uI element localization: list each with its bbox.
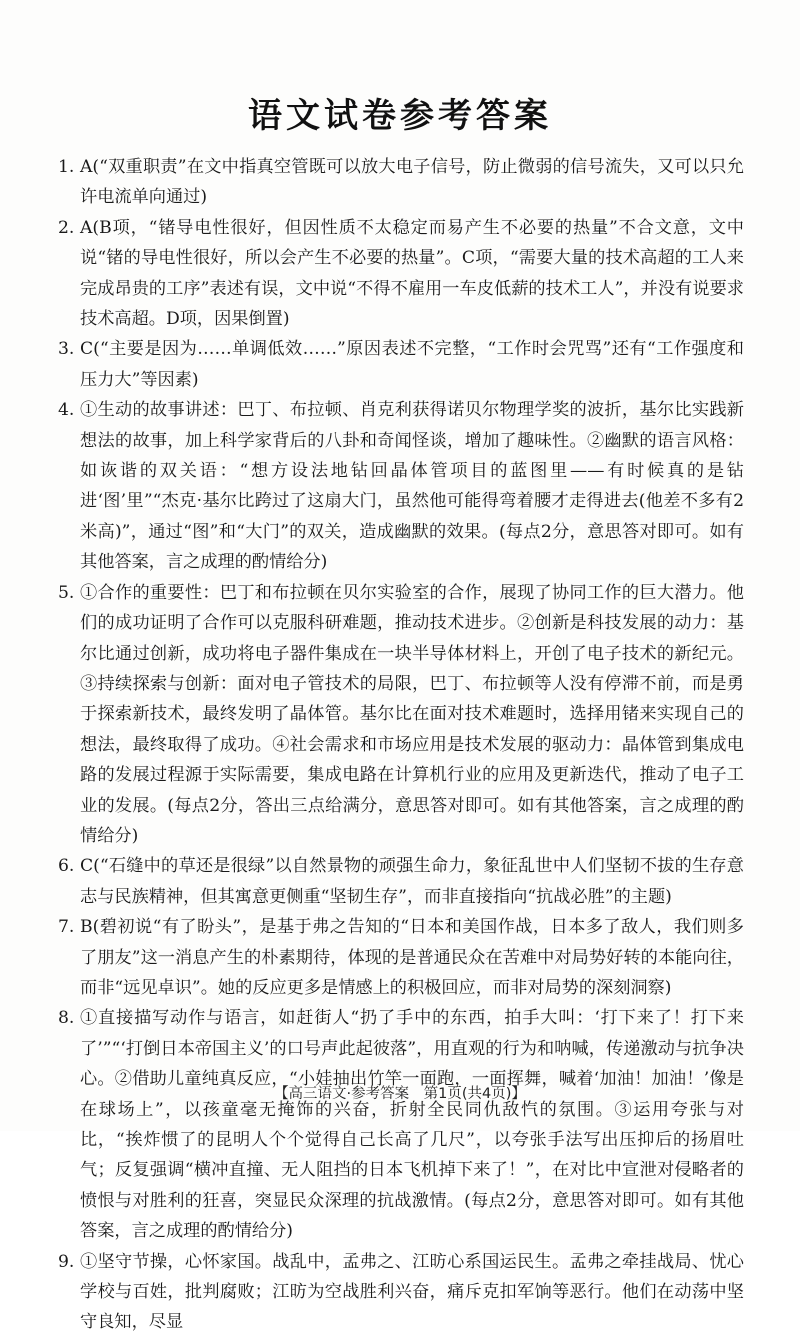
answer-item-8 xyxy=(58,1003,744,1246)
answer-text: ①生动的故事讲述：巴丁、布拉顿、肖克利获得诺贝尔物理学奖的波折，基尔比实践新想法的故事，加上科学家背后的八卦和奇闻怪谈，增加了趣味性。②幽默的语言风格：如诙谐的双关语：“想方设法地钻回晶体管项目的蓝图里——有时候真的是钻进‘图’里”“杰克·基尔比跨过了这扇大门，虽然他可能得弯着腰才走得进去(他差不多有2米高)”，通过“图”和“大门”的双关，造成幽默的效果。(每点2分，意思答对即可。如有其他答案，言之成理的酌情给分) xyxy=(80,400,744,573)
page-footer: 【高三语文·参考答案 第1页(共4页)】 xyxy=(274,1086,526,1102)
answer-item-2 xyxy=(58,213,744,335)
answer-number: 1. xyxy=(58,157,75,177)
answer-text: C(“石缝中的草还是很绿”以自然景物的顽强生命力，象征乱世中人们坚韧不拔的生存意志与民族精神，但其寓意更侧重“坚韧生存”，而非直接指向“抗战必胜”的主题) xyxy=(80,856,744,907)
answer-item-3 xyxy=(58,334,744,395)
answer-text: A(B项，“锗导电性很好，但因性质不太稳定而易产生不必要的热量”不合文意，文中说“锗的导电性很好，所以会产生不必要的热量”。C项，“需要大量的技术高超的工人来完成昂贵的工序”表述有误，文中说“不得不雇用一车皮低薪的技术工人”，并没有说要求技术高超。D项，因果倒置) xyxy=(80,217,744,330)
answer-number: 3. xyxy=(58,339,75,360)
answer-number: 9. xyxy=(58,1251,75,1272)
answer-list xyxy=(58,152,744,1338)
answer-item-7 xyxy=(58,912,744,1003)
answer-text: A(“双重职责”在文中指真空管既可以放大电子信号，防止微弱的信号流失，又可以只允许电流单向通过) xyxy=(80,157,744,208)
answer-text: ①合作的重要性：巴丁和布拉顿在贝尔实验室的合作，展现了协同工作的巨大潜力。他们的成功证明了合作可以克服科研难题，推动技术进步。②创新是科技发展的动力：基尔比通过创新，成功将电子器件集成在一块半导体材料上，开创了电子技术的新纪元。③持续探索与创新：面对电子管技术的局限，巴丁、布拉顿等人没有停滞不前，而是勇于探索新技术，最终发明了晶体管。基尔比在面对技术难题时，选择用锗来实现自己的想法，最终取得了成功。④社会需求和市场应用是技术发展的驱动力：晶体管到集成电路的发展过程源于实际需要，集成电路在计算机行业的应用及更新迭代，推动了电子工业的发展。(每点2分，答出三点给满分，意思答对即可。如有其他答案，言之成理的酌情给分) xyxy=(80,582,744,846)
answer-text: ①坚守节操，心怀家国。战乱中，孟弗之、江昉心系国运民生。孟弗之牵挂战局、忧心学校与百姓，批判腐败；江昉为空战胜利兴奋，痛斥克扣军饷等恶行。他们在动荡中坚守良知，尽显 xyxy=(80,1251,744,1333)
answer-item-5 xyxy=(58,578,744,852)
answer-number: 5. xyxy=(58,582,75,603)
answer-item-1 xyxy=(58,152,744,213)
answer-number: 8. xyxy=(58,1008,75,1029)
page-title: 语文试卷参考答案 xyxy=(248,96,552,136)
answer-text: ①直接描写动作与语言，如赶街人“扔了手中的东西，拍手大叫：‘打下来了！打下来了’”“‘打倒日本帝国主义’的口号声此起彼落”，用直观的行为和呐喊，传递激动与抗争决心。②借助儿童纯真反应，“小娃抽出竹竿一面跑，一面挥舞，喊着‘加油！加油！’像是在球场上”，以孩童毫无掩饰的兴奋，折射全民同仇敌忾的氛围。③运用夸张与对比，“挨炸惯了的昆明人个个觉得自己长高了几尺”，以夸张手法写出压抑后的扬眉吐气；反复强调“横冲直撞、无人阻挡的日本飞机掉下来了！”，在对比中宣泄对侵略者的愤恨与对胜利的狂喜，突显民众深理的抗战激情。(每点2分，意思答对即可。如有其他答案，言之成理的酌情给分) xyxy=(80,1008,744,1242)
answer-number: 2. xyxy=(58,217,75,238)
answer-item-9 xyxy=(58,1247,744,1338)
answer-number: 4. xyxy=(58,400,75,421)
answer-item-4 xyxy=(58,395,744,577)
answer-text: B(碧初说“有了盼头”，是基于弗之告知的“日本和美国作战，日本多了敌人，我们则多了朋友”这一消息产生的朴素期待，体现的是普通民众在苦难中对局势好转的本能向往，而非“远见卓识”。她的反应更多是情感上的积极回应，而非对局势的深刻洞察) xyxy=(80,917,744,998)
answer-number: 7. xyxy=(58,917,75,938)
answer-number: 6. xyxy=(58,856,75,877)
answer-item-6 xyxy=(58,851,744,912)
answer-text: C(“主要是因为……单调低效……”原因表述不完整，“工作时会咒骂”还有“工作强度和压力大”等因素) xyxy=(80,339,744,390)
